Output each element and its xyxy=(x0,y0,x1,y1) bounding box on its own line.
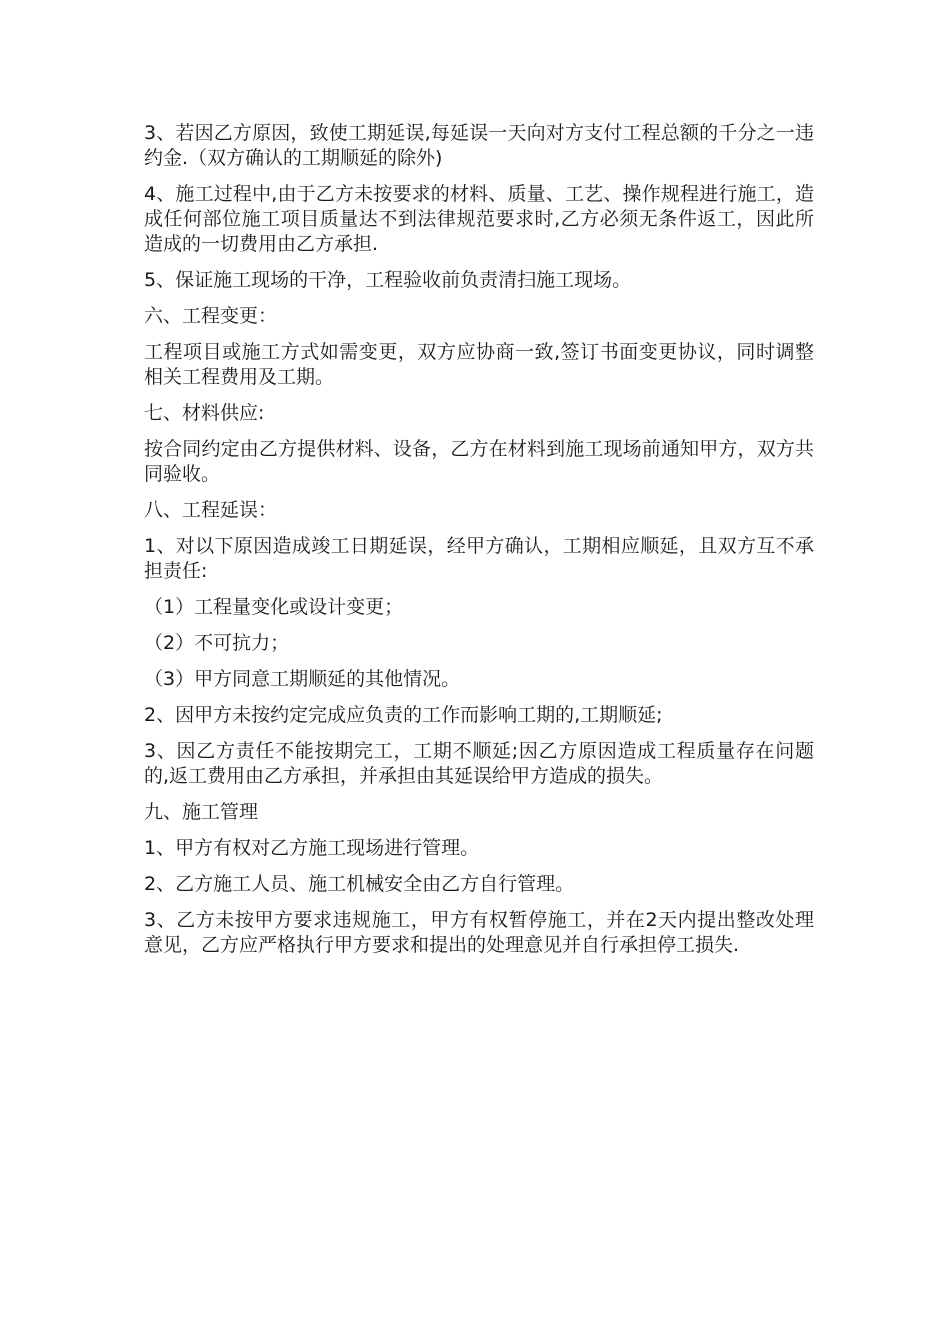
section-8-clause-1: 1、对以下原因造成竣工日期延误，经甲方确认，工期相应顺延，且双方互不承担责任: xyxy=(144,535,814,582)
section-9-clause-3: 3、乙方未按甲方要求违规施工，甲方有权暂停施工，并在2天内提出整改处理意见，乙方应严格执行甲方要求和提出的处理意见并自行承担停工损失. xyxy=(144,909,814,956)
section-9-heading: 九、施工管理 xyxy=(144,801,259,823)
section-8-clause-3: 3、因乙方责任不能按期完工，工期不顺延;因乙方原因造成工程质量存在问题的,返工费用由乙方承担，并承担由其延误给甲方造成的损失。 xyxy=(144,740,814,787)
section-8-heading: 八、工程延误： xyxy=(144,499,278,521)
section-8-item-2: （2）不可抗力； xyxy=(144,632,290,654)
section-7-heading: 七、材料供应: xyxy=(144,402,265,424)
section-9-clause-2: 2、乙方施工人员、施工机械安全由乙方自行管理。 xyxy=(144,873,575,895)
section-7-body: 按合同约定由乙方提供材料、设备，乙方在材料到施工现场前通知甲方，双方共同验收。 xyxy=(144,438,814,485)
clause-5-site-cleaning: 5、保证施工现场的干净，工程验收前负责清扫施工现场。 xyxy=(144,269,632,291)
document-body xyxy=(144,121,814,969)
section-8-item-1: （1）工程量变化或设计变更； xyxy=(144,596,404,618)
clause-4-rework: 4、施工过程中,由于乙方未按要求的材料、质量、工艺、操作规程进行施工，造成任何部位施工项目质量达不到法律规范要求时,乙方必须无条件返工，因此所造成的一切费用由乙方承担. xyxy=(144,183,814,255)
section-8-clause-2: 2、因甲方未按约定完成应负责的工作而影响工期的,工期顺延; xyxy=(144,704,663,726)
section-9-clause-1: 1、甲方有权对乙方施工现场进行管理。 xyxy=(144,837,480,859)
section-8-item-3: （3）甲方同意工期顺延的其他情况。 xyxy=(144,668,461,690)
section-6-body: 工程项目或施工方式如需变更，双方应协商一致,签订书面变更协议，同时调整相关工程费用及工期。 xyxy=(144,341,814,388)
clause-3-delay-penalty: 3、若因乙方原因，致使工期延误,每延误一天向对方支付工程总额的千分之一违约金.（双方确认的工期顺延的除外) xyxy=(144,122,814,169)
section-6-heading: 六、工程变更： xyxy=(144,305,278,327)
